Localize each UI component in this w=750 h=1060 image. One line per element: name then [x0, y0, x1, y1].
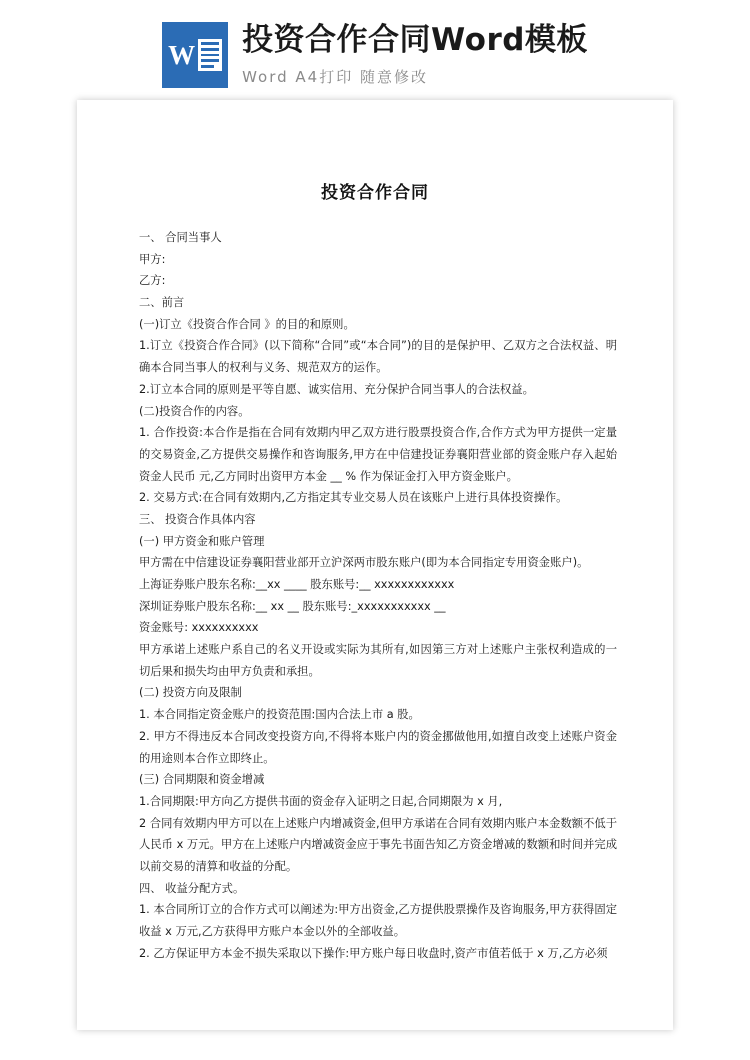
document-paragraph: 乙方: [139, 274, 166, 288]
document-body [133, 227, 617, 964]
document-paragraph: 1. 本合同所订立的合作方式可以阐述为:甲方出资金,乙方提供股票操作及咨询服务,甲方获得固定收益 x 万元,乙方获得甲方账户本金以外的全部收益。 [139, 903, 617, 938]
document-paragraph: 四、 收益分配方式。 [139, 881, 245, 895]
document-paragraph: 甲方: [139, 252, 166, 266]
banner-subtitle: Word A4打印 随意修改 [242, 68, 428, 87]
document-page [77, 100, 673, 1030]
document-paragraph: 2. 甲方不得违反本合同改变投资方向,不得将本账户内的资金挪做他用,如擅自改变上述账户资金的用途则本合作立即终止。 [139, 729, 617, 765]
document-lines-icon [198, 39, 222, 71]
banner-text-block [242, 23, 588, 88]
word-logo-letter: W [168, 39, 196, 70]
banner-title: 投资合作合同Word模板 [242, 21, 588, 58]
document-sheet-wrapper [0, 100, 750, 1030]
document-paragraph: 甲方需在中信建设证券襄阳营业部开立沪深两市股东账户(即为本合同指定专用资金账户)。 [139, 556, 589, 570]
document-paragraph: 1.合同期限:甲方向乙方提供书面的资金存入证明之日起,合同期限为 x 月, [139, 794, 503, 808]
document-paragraph: 2. 交易方式:在合同有效期内,乙方指定其专业交易人员在该账户上进行具体投资操作。 [139, 491, 568, 505]
document-paragraph: 深圳证券账户股东名称:__ xx __ 股东账号:_xxxxxxxxxxx __ [139, 599, 446, 613]
document-paragraph: 1. 本合同指定资金账户的投资范围:国内合法上市 a 股。 [139, 708, 420, 722]
document-paragraph: 1. 合作投资:本合作是指在合同有效期内甲乙双方进行股票投资合作,合作方式为甲方提供一定量的交易资金,乙方提供交易操作和咨询服务,甲方在中信建投证券襄阳营业部的资金账户存入起始资金人民币 元,乙方同时出资甲方本金 __ % 作为保证金打入甲方资金账户。 [139, 426, 617, 483]
document-paragraph: 三、 投资合作具体内容 [139, 512, 256, 526]
document-paragraph: 2. 乙方保证甲方本金不损失采取以下操作:甲方账户每日收盘时,资产市值若低于 x 万,乙方必须 [139, 946, 608, 960]
word-document-icon [162, 22, 228, 88]
document-paragraph: 上海证券账户股东名称:__xx ____ 股东账号:__ xxxxxxxxxxxx [139, 578, 455, 591]
document-paragraph: (二)投资合作的内容。 [139, 404, 250, 418]
document-paragraph: (二) 投资方向及限制 [139, 686, 242, 700]
document-paragraph: 一、 合同当事人 [139, 231, 222, 244]
document-paragraph: (三) 合同期限和资金增减 [139, 773, 265, 787]
document-paragraph: 资金账号: xxxxxxxxxx [139, 621, 259, 635]
document-title: 投资合作合同 [321, 183, 429, 203]
document-paragraph: 二、前言 [139, 296, 185, 310]
document-paragraph: 1.订立《投资合作合同》(以下简称“合同”或“本合同”)的目的是保护甲、乙双方之合法权益、明确本合同当事人的权利与义务、规范双方的运作。 [139, 339, 617, 375]
document-paragraph: 甲方承诺上述账户系自己的名义开设或实际为其所有,如因第三方对上述账户主张权利造成的一切后果和损失均由甲方负责和承担。 [139, 643, 617, 678]
document-paragraph: 2.订立本合同的原则是平等自愿、诚实信用、充分保护合同当事人的合法权益。 [139, 382, 534, 396]
document-paragraph: (一) 甲方资金和账户管理 [139, 534, 265, 548]
document-paragraph: 2 合同有效期内甲方可以在上述账户内增减资金,但甲方承诺在合同有效期内账户本金数额不低于人民币 x 万元。甲方在上述账户内增减资金应于事先书面告知乙方资金增减的数额和时间并完成以前交易的清算和收益的分配。 [139, 816, 617, 873]
header-banner [0, 0, 750, 100]
document-paragraph: (一)订立《投资合作合同 》的目的和原则。 [139, 317, 355, 331]
